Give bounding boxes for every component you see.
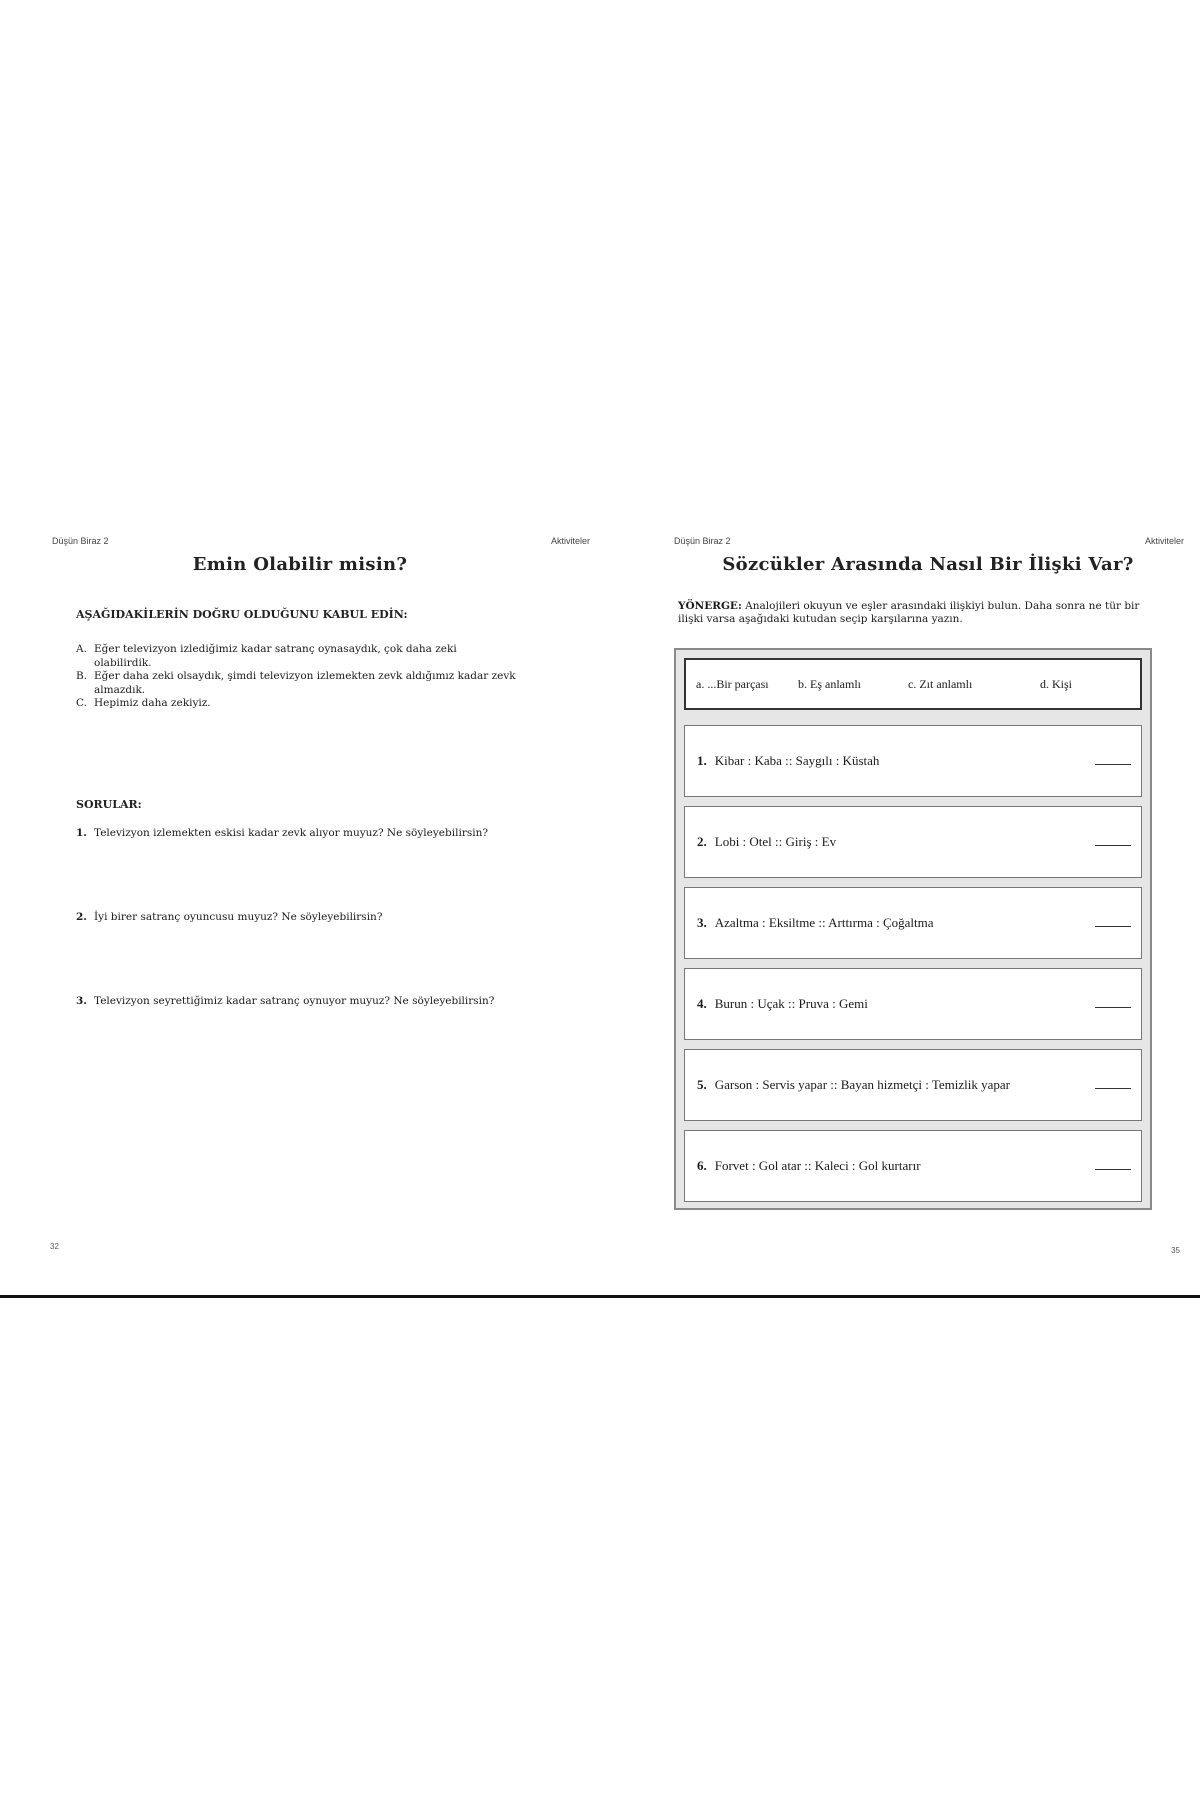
analogy-text: Garson : Servis yapar :: Bayan hizmetçi : Temizlik yapar: [714, 1077, 1010, 1092]
left-page-number: 32: [50, 1242, 59, 1251]
statement-item: [76, 670, 516, 697]
analogy-text: Forvet : Gol atar :: Kaleci : Gol kurtarır: [714, 1158, 921, 1173]
key-option: c. Zıt anlamlı: [908, 676, 973, 691]
bottom-divider: [0, 1295, 1200, 1298]
question-text: İyi birer satranç oyuncusu muyuz? Ne söyleyebilirsin?: [94, 911, 383, 923]
answer-blank[interactable]: [1095, 845, 1131, 846]
right-page-title: Sözcükler Arasında Nasıl Bir İlişki Var?: [722, 554, 1134, 575]
analogy-number: 3.: [697, 915, 707, 930]
statement-text: Eğer televizyon izlediğimiz kadar satranç oynasaydık, çok daha zeki olabilirdik.: [94, 643, 457, 669]
directive-label: YÖNERGE:: [678, 600, 742, 612]
analogy-number: 4.: [697, 996, 707, 1011]
analogy-card: [684, 1049, 1142, 1121]
answer-blank[interactable]: [1095, 1169, 1131, 1170]
statement-text: Eğer daha zeki olsaydık, şimdi televizyon izlemekten zevk aldığımız kadar zevk almazdık.: [94, 670, 516, 696]
answer-blank[interactable]: [1095, 926, 1131, 927]
analogy-number: 6.: [697, 1158, 707, 1173]
right-page: [668, 530, 1184, 1270]
analogy-text: Azaltma : Eksiltme :: Arttırma : Çoğaltma: [714, 915, 934, 930]
question-number: 2.: [76, 911, 87, 923]
left-header-book-title: Düşün Biraz 2: [52, 536, 109, 546]
analogy-number: 5.: [697, 1077, 707, 1092]
question-number: 1.: [76, 827, 87, 839]
analogy-card: [684, 1130, 1142, 1202]
analogy-card: [684, 968, 1142, 1040]
directive-text: Analojileri okuyun ve eşler arasındaki ilişkiyi bulun. Daha sonra ne tür bir ilişki varsa aşağıdaki kutudan seçip karşılarına yazın.: [678, 600, 1140, 625]
statement-key: B.: [76, 670, 88, 682]
key-option: d. Kişi: [1040, 676, 1073, 691]
left-header-section: Aktiviteler: [550, 536, 590, 546]
question-text: Televizyon izlemekten eskisi kadar zevk alıyor muyuz? Ne söyleyebilirsin?: [94, 827, 488, 839]
analogy-card: [684, 806, 1142, 878]
question-item: [76, 911, 556, 923]
questions-heading: SORULAR:: [76, 798, 142, 811]
answer-blank[interactable]: [1095, 1007, 1131, 1008]
analogy-number: 1.: [697, 753, 707, 768]
question-item: [76, 995, 556, 1007]
answer-key-box: [684, 658, 1142, 710]
analogy-text: Kibar : Kaba :: Saygılı : Küstah: [714, 753, 880, 768]
statement-list: [76, 643, 516, 711]
assumption-heading: AŞAĞIDAKİLERİN DOĞRU OLDUĞUNU KABUL EDİN:: [76, 608, 408, 621]
answer-blank[interactable]: [1095, 1088, 1131, 1089]
question-text: Televizyon seyrettiğimiz kadar satranç oynuyor muyuz? Ne söyleyebilirsin?: [94, 995, 495, 1007]
key-option: b. Eş anlamlı: [798, 676, 861, 691]
analogy-panel: [674, 648, 1152, 1210]
question-number: 3.: [76, 995, 87, 1007]
right-page-number: 35: [1171, 1246, 1180, 1255]
analogy-text: Burun : Uçak :: Pruva : Gemi: [714, 996, 868, 1011]
directive: [678, 600, 1158, 626]
analogy-card: [684, 887, 1142, 959]
statement-item: [76, 697, 516, 711]
statement-text: Hepimiz daha zekiyiz.: [94, 697, 211, 709]
statement-key: A.: [76, 643, 87, 655]
analogy-card: [684, 725, 1142, 797]
question-item: [76, 827, 556, 839]
key-option: a. ...Bir parçası: [696, 676, 769, 691]
analogy-text: Lobi : Otel :: Giriş : Ev: [714, 834, 837, 849]
analogy-number: 2.: [697, 834, 707, 849]
left-page: [40, 530, 590, 1270]
left-page-title: Emin Olabilir misin?: [192, 554, 408, 575]
statement-item: [76, 643, 516, 670]
answer-blank[interactable]: [1095, 764, 1131, 765]
right-header-book-title: Düşün Biraz 2: [674, 536, 731, 546]
right-header-section: Aktiviteler: [1144, 536, 1184, 546]
statement-key: C.: [76, 697, 87, 709]
